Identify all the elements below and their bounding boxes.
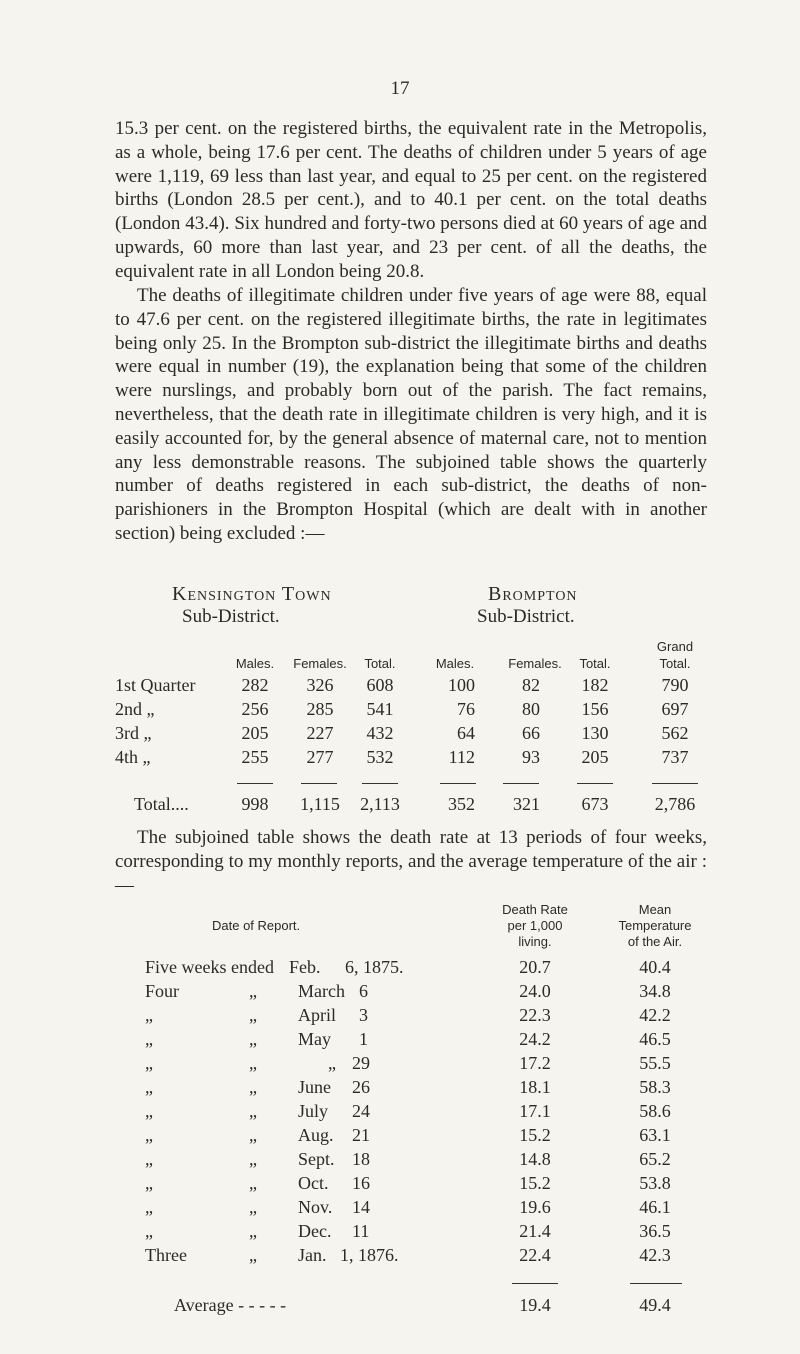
cell: 156	[581, 699, 609, 719]
day: 1, 1876.	[340, 1245, 399, 1265]
day: 1	[359, 1029, 368, 1049]
header-date: Date of Report.	[212, 918, 301, 933]
day: 24	[352, 1101, 370, 1121]
header-total-k: Total.	[364, 656, 396, 671]
rate: 22.3	[519, 1005, 551, 1025]
temp: 46.1	[639, 1197, 671, 1217]
cell: 277	[306, 747, 334, 767]
rate: 21.4	[519, 1221, 551, 1241]
rate: 17.2	[519, 1053, 551, 1073]
rate: 18.1	[519, 1077, 551, 1097]
day: 6	[359, 981, 368, 1001]
ditto: „	[249, 1197, 257, 1217]
ditto: „	[145, 1125, 153, 1145]
ditto: „	[145, 1173, 153, 1193]
rate: 24.0	[519, 981, 551, 1001]
header-females-b: Females.	[508, 656, 562, 671]
row-label: 1st Quarter	[115, 675, 196, 695]
period: Five weeks ended	[145, 957, 274, 977]
temp: 46.5	[639, 1029, 671, 1049]
temp: 42.3	[639, 1245, 671, 1265]
ditto: „	[145, 1029, 153, 1049]
cell: 326	[306, 675, 334, 695]
rate: 20.7	[519, 957, 551, 977]
temp: 65.2	[639, 1149, 671, 1169]
cell: 285	[306, 699, 334, 719]
ditto: „	[145, 1053, 153, 1073]
total-label: Total....	[134, 794, 189, 814]
day: 11	[352, 1221, 370, 1241]
ditto: „	[249, 1005, 257, 1025]
paragraph-3: The subjoined table shows the death rate at 13 periods of four weeks, corresponding to my monthly reports, and the average temperature of the air :—	[115, 827, 707, 896]
rate: 17.1	[519, 1101, 551, 1121]
rate: 19.6	[519, 1197, 551, 1217]
grand-total-label-1: Grand	[656, 639, 694, 654]
month: Feb.	[289, 957, 321, 977]
day: 18	[352, 1149, 370, 1169]
cell: 608	[366, 675, 394, 695]
cell: 532	[366, 747, 394, 767]
month: March	[298, 981, 345, 1001]
day: 21	[352, 1125, 370, 1145]
total-cell: 2,786	[654, 794, 696, 814]
month: Oct.	[298, 1173, 329, 1193]
ditto: „	[249, 1221, 257, 1241]
temp: 42.2	[639, 1005, 671, 1025]
average-temp: 49.4	[639, 1295, 671, 1315]
average-label: Average - - - - -	[174, 1295, 287, 1315]
grand-total-label-2: Total.	[659, 656, 691, 671]
temp: 40.4	[639, 957, 671, 977]
cell: 255	[241, 747, 269, 767]
total-cell: 1,115	[300, 794, 340, 814]
temp: 58.6	[639, 1101, 671, 1121]
cell: 66	[522, 723, 540, 743]
header-temp-2: Temperature	[618, 918, 692, 933]
header-rate-2: per 1,000	[507, 918, 563, 933]
ditto: „	[249, 1101, 257, 1121]
temp: 53.8	[639, 1173, 671, 1193]
month: June	[298, 1077, 331, 1097]
ditto: „	[328, 1053, 336, 1073]
cell: 790	[661, 675, 689, 695]
month: July	[298, 1101, 329, 1121]
rate: 24.2	[519, 1029, 551, 1049]
brompton-subtitle: Sub-District.	[477, 606, 575, 627]
period: Four	[145, 981, 180, 1001]
rate: 15.2	[519, 1173, 551, 1193]
cell: 282	[241, 675, 269, 695]
cell: 256	[241, 699, 269, 719]
cell: 82	[522, 675, 540, 695]
header-temp-1: Mean	[638, 902, 672, 917]
ditto: „	[249, 1077, 257, 1097]
month: Dec.	[298, 1221, 332, 1241]
month: April	[298, 1005, 336, 1025]
total-cell: 352	[448, 794, 475, 814]
cell: 130	[581, 723, 609, 743]
cell: 697	[661, 699, 689, 719]
cell: 541	[366, 699, 394, 719]
cell: 182	[581, 675, 609, 695]
cell: 112	[448, 747, 475, 767]
average-rule	[512, 1283, 558, 1284]
ditto: „	[249, 981, 257, 1001]
ditto: „	[249, 1173, 257, 1193]
cell: 93	[522, 747, 540, 767]
kensington-title: Kensington Town	[172, 583, 332, 605]
ditto: „	[249, 1029, 257, 1049]
ditto: „	[249, 1053, 257, 1073]
ditto: „	[145, 1197, 153, 1217]
cell: 205	[581, 747, 609, 767]
total-cell: 321	[513, 794, 540, 814]
ditto: „	[145, 1005, 153, 1025]
total-cell: 998	[241, 794, 269, 814]
temp: 34.8	[639, 981, 671, 1001]
average-rule	[630, 1283, 682, 1284]
rate: 22.4	[519, 1245, 551, 1265]
kensington-subtitle: Sub-District.	[182, 606, 280, 627]
cell: 64	[457, 723, 475, 743]
header-rate-3: living.	[518, 934, 552, 949]
rate: 15.2	[519, 1125, 551, 1145]
temp: 58.3	[639, 1077, 671, 1097]
cell: 562	[661, 723, 689, 743]
month: Nov.	[298, 1197, 333, 1217]
ditto: „	[249, 1149, 257, 1169]
ditto: „	[145, 1221, 153, 1241]
cell: 205	[241, 723, 269, 743]
ditto: „	[145, 1101, 153, 1121]
day: 6, 1875.	[345, 957, 404, 977]
day: 16	[352, 1173, 370, 1193]
total-cell: 2,113	[360, 794, 400, 814]
month: Jan.	[298, 1245, 327, 1265]
rate: 14.8	[519, 1149, 551, 1169]
ditto: „	[249, 1245, 257, 1265]
cell: 80	[522, 699, 540, 719]
brompton-title: Brompton	[488, 583, 578, 605]
header-females-k: Females.	[293, 656, 347, 671]
day: 3	[359, 1005, 368, 1025]
period: Three	[145, 1245, 187, 1265]
row-label: 4th „	[115, 747, 151, 767]
day: 29	[352, 1053, 370, 1073]
page-number: 17	[390, 78, 410, 99]
cell: 432	[366, 723, 394, 743]
cell: 100	[448, 675, 475, 695]
average-rate: 19.4	[519, 1295, 551, 1315]
ditto: „	[249, 1125, 257, 1145]
header-males-k: Males.	[235, 656, 275, 671]
day: 14	[352, 1197, 370, 1217]
header-males-b: Males.	[435, 656, 475, 671]
temp: 55.5	[639, 1053, 671, 1073]
paragraph-2: The deaths of illegitimate children under five years of age were 88, equal to 47.6 per cent. on the registered illegitimate births, the rate in legitimates being only 25. In the Brompton sub-district the illegitimate births and deaths were equal in number (19), the explanation being that some of the children were nurslings, and probably born out of the parish. The fact remains, nevertheless, that the death rate in illegitimate children is very high, and it is easily accounted for, by the general absence of maternal care, not to mention any less demonstrable reasons. The subjoined table shows the quarterly number of deaths registered in each sub-district, the deaths of non-parishioners in the Brompton Hospital (which are dealt with in another section) being excluded :—	[115, 285, 707, 544]
total-cell: 673	[581, 794, 609, 814]
header-temp-3: of the Air.	[627, 934, 683, 949]
row-label: 2nd „	[115, 699, 155, 719]
month: May	[298, 1029, 331, 1049]
header-rate-1: Death Rate	[502, 902, 568, 917]
temp: 36.5	[639, 1221, 671, 1241]
ditto: „	[145, 1149, 153, 1169]
month: Sept.	[298, 1149, 335, 1169]
header-total-b: Total.	[579, 656, 611, 671]
ditto: „	[145, 1077, 153, 1097]
paragraph-1: 15.3 per cent. on the registered births, the equivalent rate in the Metropolis, as a whole, being 17.6 per cent. The deaths of children under 5 years of age were 1,119, 69 less than last year, and equal to 25 per cent. on the registered births (London 28.5 per cent.), and to 40.1 per cent. on the total deaths (London 43.4). Six hundred and forty-two persons died at 60 years of age and upwards, 60 more than last year, and 23 per cent. of all the deaths, the equivalent rate in all London being 20.8.	[115, 118, 707, 282]
cell: 227	[306, 723, 334, 743]
cell: 737	[661, 747, 689, 767]
cell: 76	[457, 699, 475, 719]
temp: 63.1	[639, 1125, 671, 1145]
day: 26	[352, 1077, 370, 1097]
month: Aug.	[298, 1125, 334, 1145]
row-label: 3rd „	[115, 723, 152, 743]
